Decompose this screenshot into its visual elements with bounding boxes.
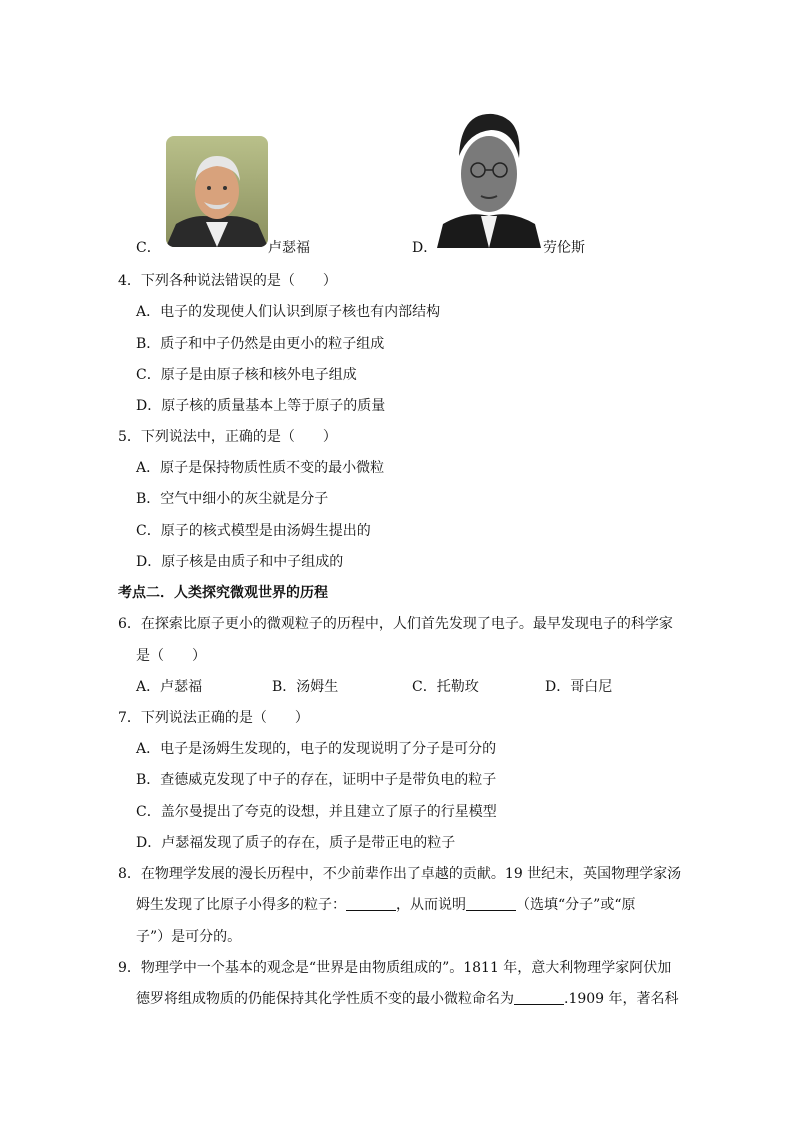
question-8-line3: 子”）是可分的。 (136, 929, 242, 945)
answer-blank-3[interactable] (514, 990, 564, 1005)
question-7-option-a[interactable]: A．电子是汤姆生发现的，电子的发现说明了分子是可分的 (136, 741, 497, 757)
question-7-option-c[interactable]: C．盖尔曼提出了夸克的设想，并且建立了原子的行星模型 (136, 804, 497, 820)
answer-blank-2[interactable] (466, 896, 516, 911)
question-9-text-b: .1909 年，著名科 (564, 991, 679, 1007)
question-9-line1: 9．物理学中一个基本的观念是“世界是由物质组成的”。1811 年，意大利物理学家阿伏加 (118, 960, 672, 976)
question-7-stem: 7．下列说法正确的是（ ） (118, 710, 309, 726)
portrait-c-name: 卢瑟福 (268, 240, 310, 256)
option-d-letter: D． (412, 240, 438, 256)
question-4-option-d[interactable]: D．原子核的质量基本上等于原子的质量 (136, 398, 386, 414)
section-heading: 考点二．人类探究微观世界的历程 (118, 585, 328, 601)
question-8-text-b: ，从而说明 (396, 897, 466, 913)
portrait-d-name: 劳伦斯 (543, 240, 585, 256)
portrait-rutherford (166, 136, 268, 247)
question-5-stem: 5．下列说法中，正确的是（ ） (118, 429, 337, 445)
portrait-lawrence (437, 104, 541, 248)
question-8-text-a: 姆生发现了比原子小得多的粒子： (136, 897, 346, 913)
question-9-text-a: 德罗将组成物质的仍能保持其化学性质不变的最小微粒命名为 (136, 991, 514, 1007)
answer-blank-1[interactable] (346, 896, 396, 911)
question-4-option-b[interactable]: B．质子和中子仍然是由更小的粒子组成 (136, 336, 385, 352)
question-6-option-d[interactable]: D．哥白尼 (545, 679, 613, 695)
question-4-option-a[interactable]: A．电子的发现使人们认识到原子核也有内部结构 (136, 304, 441, 320)
question-9-line2 (136, 988, 679, 1008)
question-7-option-b[interactable]: B．查德威克发现了中子的存在，证明中子是带负电的粒子 (136, 772, 497, 788)
question-5-option-d[interactable]: D．原子核是由质子和中子组成的 (136, 554, 344, 570)
question-6-option-c[interactable]: C．托勒玫 (412, 679, 479, 695)
question-5-option-b[interactable]: B．空气中细小的灰尘就是分子 (136, 491, 329, 507)
question-5-option-c[interactable]: C．原子的核式模型是由汤姆生提出的 (136, 523, 371, 539)
question-4-option-c[interactable]: C．原子是由原子核和核外电子组成 (136, 367, 357, 383)
question-4-stem: 4．下列各种说法错误的是（ ） (118, 273, 337, 289)
question-6-stem-line2: 是（ ） (136, 648, 206, 664)
question-5-option-a[interactable]: A．原子是保持物质性质不变的最小微粒 (136, 460, 385, 476)
question-8-line1: 8．在物理学发展的漫长历程中，不少前辈作出了卓越的贡献。19 世纪末，英国物理学家汤 (118, 866, 682, 882)
question-8-text-c: （选填“分子”或“原 (516, 897, 636, 913)
question-6-stem-line1: 6．在探索比原子更小的微观粒子的历程中，人们首先发现了电子。最早发现电子的科学家 (118, 616, 673, 632)
question-7-option-d[interactable]: D．卢瑟福发现了质子的存在，质子是带正电的粒子 (136, 835, 456, 851)
question-6-option-a[interactable]: A．卢瑟福 (136, 679, 203, 695)
option-c-letter: C． (136, 240, 161, 256)
question-8-line2 (136, 894, 635, 914)
question-6-option-b[interactable]: B．汤姆生 (272, 679, 339, 695)
